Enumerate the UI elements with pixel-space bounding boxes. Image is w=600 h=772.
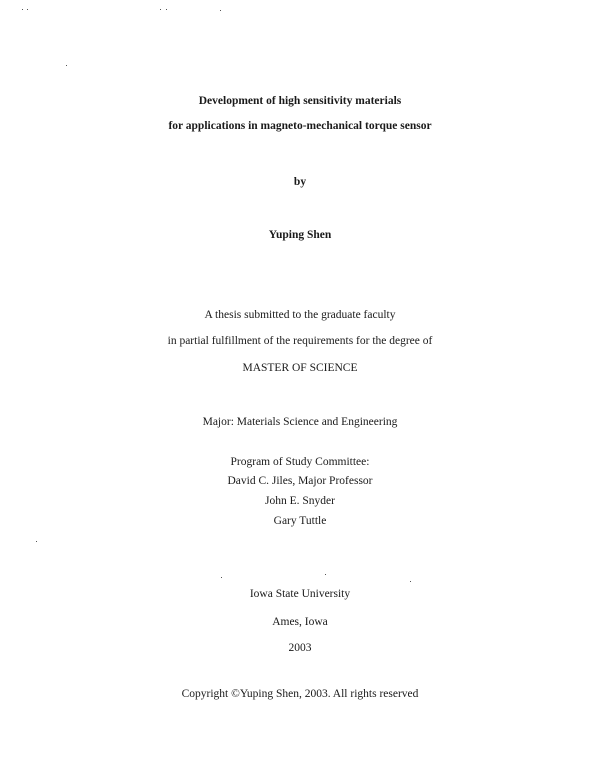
university-name: Iowa State University: [249, 588, 351, 600]
scan-speck: [410, 581, 411, 582]
committee-heading: Program of Study Committee:: [230, 456, 370, 468]
thesis-year: 2003: [288, 642, 312, 654]
submission-statement-line-2: in partial fulfillment of the requirements for the degree of: [167, 335, 433, 347]
author-name: Yuping Shen: [268, 229, 332, 241]
scan-speck: [27, 9, 28, 10]
scan-speck: [221, 577, 222, 578]
thesis-title-line-2: for applications in magneto-mechanical torque sensor: [168, 120, 432, 132]
committee-member: John E. Snyder: [265, 495, 335, 507]
scan-speck: [160, 9, 161, 10]
scan-speck: [36, 541, 37, 542]
by-label: by: [293, 176, 307, 188]
university-location: Ames, Iowa: [272, 616, 328, 628]
degree-name: MASTER OF SCIENCE: [242, 362, 358, 374]
scan-speck: [166, 9, 167, 10]
thesis-title-line-1: Development of high sensitivity materials: [198, 95, 402, 107]
committee-member: Gary Tuttle: [273, 515, 327, 527]
scan-speck: [220, 10, 221, 11]
committee-member: David C. Jiles, Major Professor: [227, 475, 373, 487]
copyright-notice: Copyright ©Yuping Shen, 2003. All rights reserved: [181, 688, 419, 700]
scan-speck: [325, 574, 326, 575]
major-field: Major: Materials Science and Engineering: [202, 416, 398, 428]
scan-speck: [22, 9, 23, 10]
scan-speck: [66, 65, 67, 66]
submission-statement-line-1: A thesis submitted to the graduate faculty: [204, 309, 396, 321]
